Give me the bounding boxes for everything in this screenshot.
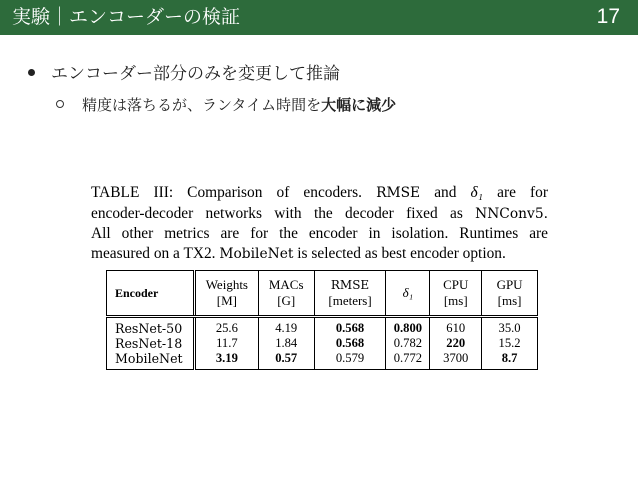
header-macs-unit: [G] bbox=[277, 293, 296, 308]
header-delta-label: δ₁ bbox=[402, 285, 414, 300]
header-cpu-label: CPU bbox=[443, 277, 469, 292]
table-row bbox=[107, 351, 538, 370]
cell-rmse: 0.579 bbox=[314, 351, 386, 370]
table-caption bbox=[91, 183, 548, 264]
cell-macs: 4.19 bbox=[258, 317, 314, 337]
header-gpu bbox=[482, 271, 538, 317]
cell-weights: 3.19 bbox=[194, 351, 258, 370]
bullet-level1 bbox=[28, 63, 340, 85]
header-weights-label: Weights bbox=[205, 277, 248, 292]
cell-cpu: 220 bbox=[430, 336, 482, 351]
cell-cpu: 610 bbox=[430, 317, 482, 337]
header-cpu bbox=[430, 271, 482, 317]
caption-nnconv: NNConv5. bbox=[475, 205, 548, 222]
bullet-level2 bbox=[56, 95, 396, 115]
caption-line-3 bbox=[91, 224, 548, 244]
cell-gpu: 35.0 bbox=[482, 317, 538, 337]
cell-encoder: ResNet-18 bbox=[107, 336, 195, 351]
page-number: 17 bbox=[596, 5, 620, 28]
cell-encoder: ResNet-50 bbox=[107, 317, 195, 337]
cell-cpu: 3700 bbox=[430, 351, 482, 370]
cell-delta: 0.772 bbox=[386, 351, 430, 370]
caption-text: are for bbox=[497, 184, 548, 201]
cell-gpu: 15.2 bbox=[482, 336, 538, 351]
bullet-level1-text: エンコーダー部分のみを変更して推論 bbox=[51, 64, 340, 84]
caption-text: is selected as best encoder option. bbox=[297, 244, 506, 262]
cell-rmse: 0.568 bbox=[314, 317, 386, 337]
slide-title: 実験｜エンコーダーの検証 bbox=[12, 6, 241, 28]
header-weights bbox=[194, 271, 258, 317]
cell-weights: 25.6 bbox=[194, 317, 258, 337]
caption-rmse: RMSE bbox=[376, 185, 421, 201]
header-macs-label: MACs bbox=[268, 277, 304, 292]
header-cpu-unit: [ms] bbox=[443, 293, 468, 308]
table-header-row bbox=[107, 271, 538, 317]
header-rmse bbox=[314, 271, 386, 317]
caption-line-4 bbox=[91, 244, 548, 265]
caption-delta: δ₁ bbox=[470, 184, 484, 201]
table-row bbox=[107, 336, 538, 351]
cell-rmse: 0.568 bbox=[314, 336, 386, 351]
caption-text: TABLE III: Comparison of encoders. bbox=[91, 184, 362, 201]
caption-line-1 bbox=[91, 183, 548, 204]
cell-delta: 0.782 bbox=[386, 336, 430, 351]
caption-mobilenet: MobileNet bbox=[219, 245, 294, 262]
cell-weights: 11.7 bbox=[194, 336, 258, 351]
encoder-comparison-table bbox=[106, 270, 538, 370]
bullet-level2-emphasis: 大幅に減少 bbox=[321, 96, 397, 114]
caption-line-2 bbox=[91, 204, 548, 225]
cell-gpu: 8.7 bbox=[482, 351, 538, 370]
header-encoder: Encoder bbox=[107, 271, 195, 317]
header-rmse-unit: [meters] bbox=[328, 293, 372, 308]
header-gpu-label: GPU bbox=[496, 277, 523, 292]
bullet-circle-icon bbox=[56, 100, 64, 108]
caption-text: and bbox=[434, 184, 457, 201]
slide-header bbox=[0, 0, 638, 35]
bullet-level2-text: 精度は落ちるが、ランタイム時間を bbox=[82, 96, 322, 114]
header-delta bbox=[386, 271, 430, 317]
header-macs bbox=[258, 271, 314, 317]
bullet-dot-icon bbox=[28, 69, 35, 76]
table-row bbox=[107, 317, 538, 337]
caption-text: encoder-decoder networks with the decoder fixed as bbox=[91, 204, 463, 222]
cell-macs: 0.57 bbox=[258, 351, 314, 370]
header-gpu-unit: [ms] bbox=[497, 293, 522, 308]
caption-text: measured on a TX2. bbox=[91, 244, 216, 262]
cell-macs: 1.84 bbox=[258, 336, 314, 351]
caption-text: All other metrics are for the encoder in isolation. Runtimes are bbox=[91, 225, 548, 242]
header-rmse-label: RMSE bbox=[330, 278, 370, 292]
header-weights-unit: [M] bbox=[216, 293, 237, 308]
cell-encoder: MobileNet bbox=[107, 351, 195, 370]
cell-delta: 0.800 bbox=[386, 317, 430, 337]
